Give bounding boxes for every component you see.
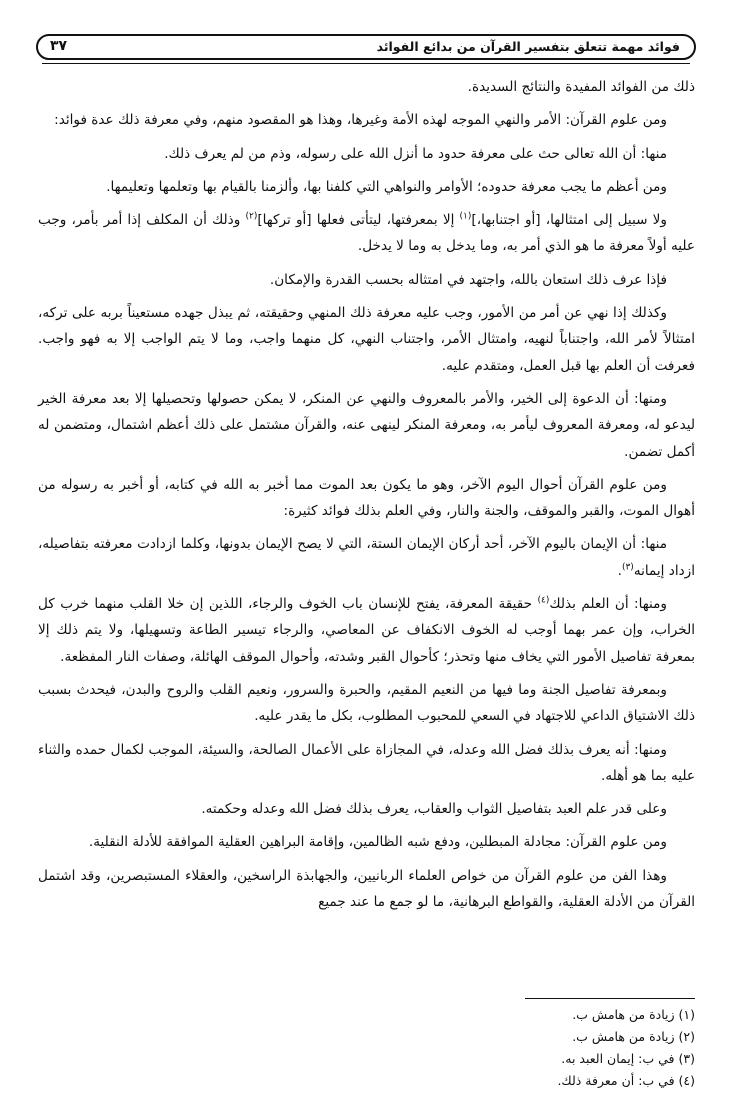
footnote: (٤) في ب: أن معرفة ذلك.	[557, 1073, 695, 1088]
page-number: ٣٧	[50, 38, 68, 54]
paragraph: ومن علوم القرآن: مجادلة المبطلين، ودفع شبه الظالمين، وإقامة البراهين العقلية الموافقة للأدلة النقلية.	[88, 834, 667, 851]
footnote-separator	[525, 998, 695, 999]
paragraph-text: ومنها: أن العلم بذلك	[549, 596, 667, 613]
paragraph: وكذلك إذا نهي عن أمر من الأمور، وجب عليه معرفة ذلك المنهي وحقيقته، ثم يبذل جهده مستعيناً بربه على تركه، امتثالاً لأمر الله، واجتناباً لنهيه، وامتثال الأمر، واجتناب النهي، كل منهما واجب، وما لا يتم الواجب إلا به فهو واجب. فعرفت أن العلم بها قبل العمل، ومتقدم عليه.	[38, 305, 695, 374]
paragraph: ومن علوم القرآن أحوال اليوم الآخر، وهو ما يكون بعد الموت مما أخبر به الله في كتابه، أو أخبر به رسوله من أهوال الموت، والقبر والموقف، والجنة والنار، وفي العلم بذلك فوائد كثيرة:	[38, 476, 695, 520]
footnote-ref: (٤)	[537, 595, 550, 606]
body-text	[38, 74, 695, 922]
paragraph	[38, 207, 695, 260]
paragraph: فإذا عرف ذلك استعان بالله، واجتهد في امتثاله بحسب القدرة والإمكان.	[269, 271, 667, 288]
paragraph: ومن علوم القرآن: الأمر والنهي الموجه لهذه الأمة وغيرها، وهذا هو المقصود منهم، وفي معرفة ذلك عدة فوائد:	[54, 112, 667, 129]
running-title: فوائد مهمة تتعلق بتفسير القرآن من بدائع الفوائد	[376, 39, 680, 54]
paragraph: ذلك من الفوائد المفيدة والنتائج السديدة.	[467, 79, 695, 95]
paragraph: ومنها: أنه يعرف بذلك فضل الله وعدله، في المجازاة على الأعمال الصالحة، والسيئة، الموجب لكمال حمده والثناء عليه بما هو أهله.	[38, 741, 695, 784]
paragraph-text: ولا سبيل إلى امتثالها، [أو اجتنابها،]	[471, 212, 667, 229]
footnote: (٢) زيادة من هامش ب.	[572, 1029, 695, 1044]
footnote-ref: (٣)	[621, 562, 634, 573]
paragraph-text: حقيقة المعرفة، يفتح للإنسان باب الخوف والرجاء، اللذين إن خلا القلب منهما خرب كل الخراب، وإن عمر بهما أوجب له الخوف الانكفاف عن المعاصي، والرجاء تيسير الطاعة وتسهيلها، ولا يتم ذلك إلا بمعرفة تفاصيل الأمور التي يخاف منها وتحذر؛ كأحوال القبر وشدته، وأحوال الموقف الهائلة، وصفات النار المفظعة.	[38, 596, 695, 665]
running-header	[36, 34, 696, 60]
paragraph-text: .	[617, 562, 622, 579]
footnote-ref: (١)	[459, 211, 472, 222]
paragraph: ومن أعظم ما يجب معرفة حدوده؛ الأوامر والنواهي التي كلفنا بها، وألزمنا بالقيام بها وتعلمها وتعليمها.	[106, 178, 667, 195]
paragraph: وبمعرفة تفاصيل الجنة وما فيها من النعيم المقيم، والحبرة والسرور، ونعيم القلب والروح والبدن، فيحدث بسبب ذلك الاشتياق الداعي للاجتهاد في السعي للمحبوب المطلوب، بكل ما يقدر عليه.	[38, 681, 695, 725]
paragraph-text: إلا بمعرفتها، ليتأتى فعلها [أو تركها]	[257, 212, 460, 229]
footnotes	[300, 1004, 695, 1092]
footnote: (١) زيادة من هامش ب.	[572, 1007, 695, 1022]
paragraph: ومنها: أن الدعوة إلى الخير، والأمر بالمعروف والنهي عن المنكر، لا يمكن حصولها وتحصيلها إلا بعد معرفة الخير ليدعو له، ومعرفة المعروف ليأمر به، ومعرفة المنكر لينهى عنه، والقرآن مشتمل على ذلك أعظم اشتمال، ومتضمن له أكمل تضمن.	[38, 390, 695, 460]
footnote-ref: (٢)	[245, 211, 258, 222]
paragraph	[38, 531, 695, 584]
paragraph-text: وذلك أن المكلف إذا أمر بأمر، وجب عليه أولاً معرفة ما هو الذي أمر به، وما يدخل به وما لا يدخل.	[38, 212, 695, 255]
paragraph: منها: أن الله تعالى حث على معرفة حدود ما أنزل الله على رسوله، وذم من لم يعرف ذلك.	[164, 145, 667, 162]
paragraph	[38, 591, 695, 670]
paragraph: وعلى قدر علم العبد بتفاصيل الثواب والعقاب، يعرف بذلك فضل الله وعدله وحكمته.	[201, 801, 667, 818]
paragraph-text: منها: أن الإيمان باليوم الآخر، أحد أركان الإيمان الستة، التي لا يصح الإيمان بدونها، وكلما ازدادت معرفته بتفاصيله، ازداد إيمانه	[38, 536, 695, 579]
paragraph: وهذا الفن من علوم القرآن من خواص العلماء الربانيين، والجهابذة الراسخين، والعقلاء المستبصرين، وقد اشتمل القرآن من الأدلة العقلية، والقواطع البرهانية، ما لو جمع ما عند جميع	[38, 867, 695, 911]
footnote: (٣) في ب: إيمان العبد به.	[561, 1051, 695, 1066]
